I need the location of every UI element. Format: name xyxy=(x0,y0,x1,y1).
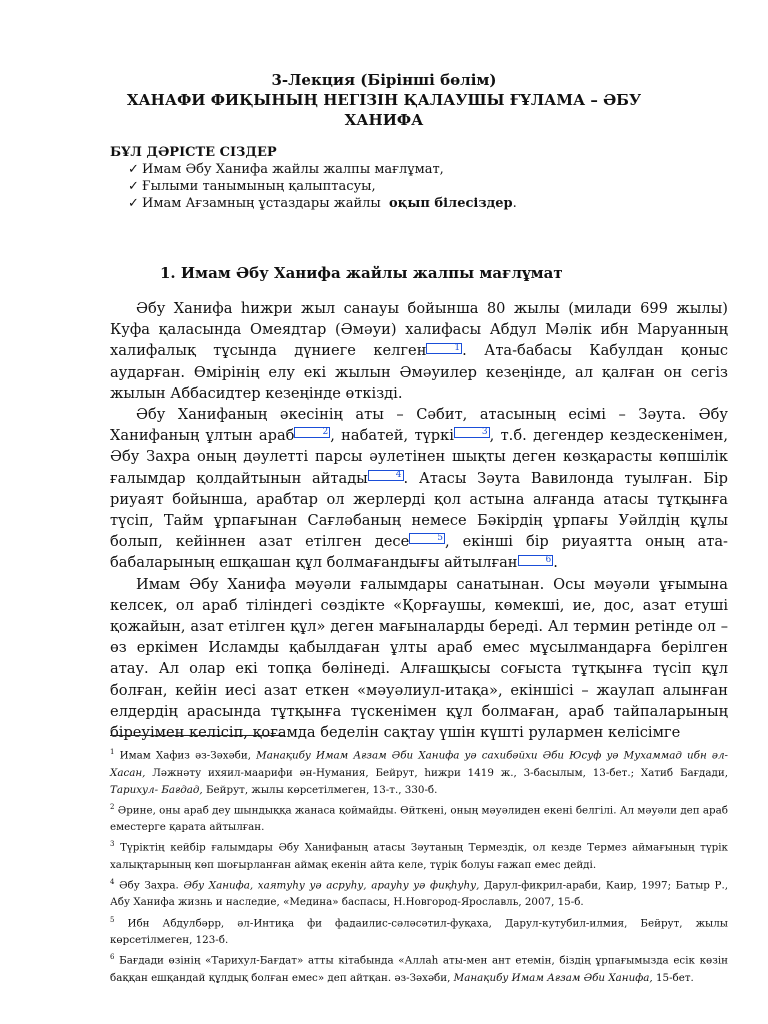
footnote-number: 1 xyxy=(110,748,115,756)
lecture-number: 3-Лекция (Бірінші бөлім) xyxy=(271,71,497,89)
objective-text: Ғылыми танымының қалыптасуы, xyxy=(142,179,376,194)
checkmark-icon: ✓ xyxy=(128,162,139,177)
footnote-text: Әбу Захра. xyxy=(114,879,184,892)
footnote-number: 5 xyxy=(110,915,115,924)
paragraph-text: , т.б. дегендер кездескенімен, Әбу Захра оның дәулетті парсы әулетінен шықты деген көзқарасты көпшілік ғалымдар қолдайтынын айтады xyxy=(110,427,728,487)
list-item xyxy=(128,195,730,212)
list-item xyxy=(128,161,730,178)
footnote-title: Тарихул- Бағдад, xyxy=(110,783,203,796)
footnote-text: Бағдади өзінің «Тарихул-Бағдат» атты кітабында «Аллаһ аты-мен ант етемін, біздің ұрпағымызда есік көзін баққан ешқандай құлдық болған емес» деп айтқан. әз-Зәхәби, xyxy=(110,954,728,984)
paragraph-3: Имам Әбу Ханифа мәуәли ғалымдары санатынан. Осы мәуәли ұғымына келсек, ол араб тіліндегі сөздікте «Қорғаушы, көмекші, ие, дос, азат етуші қожайын, азат етілген құл» деген мағыналарды береді. Ал термин ретінде ол – өз еркімен Исламды қабылдаған ұлты араб емес мұсылмандарға берілген атау. Ал олар екі топқа бөлінеді. Алғашқысы соғыста тұтқынға түсіп құл болған, кейін иесі азат еткен «мәуәлиул-итақа», екіншісі – жаулап алынған елдердің арасында тұтқынға түскенімен құл болмаған, араб тайпаларының біреуімен келісіп, қоғамда беделін сақтау үшін күшті рулармен келісімге xyxy=(110,575,728,742)
paragraph-text: . Ата-бабасы Кабулдан қоныс аударған. Өмірінің елу екі жылын Әмәуилер кезеңінде, ал қалған он сегіз жылын Аббасидтер кезеңінде өткізді. xyxy=(110,342,728,402)
footnote-text: 15-бет. xyxy=(652,971,694,984)
objective-emphasis: оқып білесіздер xyxy=(389,196,513,211)
checkmark-icon: ✓ xyxy=(128,196,139,211)
footnote-4 xyxy=(110,874,728,912)
footnote-1 xyxy=(110,744,728,799)
footnotes xyxy=(110,744,728,987)
footnote-number: 3 xyxy=(110,840,115,849)
footnote-ref-2[interactable]: 2 xyxy=(294,427,330,438)
paragraph-text: . Атасы Зәута Вавилонда туылған. Бір риуаят бойынша, арабтар ол жерлерді қол астына алғанда атасы тұтқынға түсіп, Тайм ұрпағынан Сағләбаның немесе Бәкірдің ұрпағы Уәйлдің құлы болып, кейіннен азат етілген десе xyxy=(110,469,728,551)
footnote-text: Түріктің кейбір ғалымдары Әбу Ханифаның атасы Зәутаның Термездік, ол кезде Термез аймағының түрік халықтарының көп шоғырланған аймақ екенін айта келе, түрік болуы ғажап емес дейді. xyxy=(110,841,728,871)
footnote-text: Бейрут, жылы көрсетілмеген, 13-т., 330-б. xyxy=(202,783,438,796)
footnote-separator xyxy=(110,735,284,736)
footnote-text: Ибн Абдулбәрр, әл-Интиқа фи фадаилис-сәләсәтил-фуқаха, Дарул-кутубил-илмия, Бейрут, жылы көрсетілмеген, 123-б. xyxy=(110,916,728,947)
footnote-5 xyxy=(110,912,728,950)
body-text xyxy=(110,298,728,743)
footnote-text: Әрине, оны араб деу шындыққа жанаса қоймайды. Өйткені, оның мәуәлиден екені белгілі. Ал мәуәли деп араб еместерге қарата айтылған. xyxy=(110,804,728,834)
objective-text: Имам Ағзамның ұстаздары жайлы xyxy=(142,196,385,211)
paragraph-2 xyxy=(110,404,728,574)
footnote-text: Имам Хафиз әз-Зәхәби, xyxy=(114,749,257,762)
footnote-text: Ләжнәту ихяил-маарифи ән-Нумания, Бейрут, һижри 1419 ж., 3-басылым, 13-бет.; Хатиб Бағдади, xyxy=(145,766,728,779)
paragraph-text: . xyxy=(553,554,558,572)
footnote-ref-6[interactable]: 6 xyxy=(518,555,554,566)
paragraph-text: Әбу Ханифаның әкесінің аты – Сәбит, атасының есімі – Зәута. Әбу Ханифаның ұлтын араб xyxy=(110,406,728,445)
objective-end: . xyxy=(512,196,517,211)
footnote-number: 4 xyxy=(110,877,115,886)
objectives-list xyxy=(110,161,730,212)
footnote-title: Манақибу Имам Ағзам Әби Ханифа, xyxy=(453,971,653,984)
footnote-number: 6 xyxy=(110,953,115,962)
section-title: 1. Имам Әбу Ханифа жайлы жалпы мағлұмат xyxy=(160,264,563,282)
checkmark-icon: ✓ xyxy=(128,179,139,194)
paragraph-1 xyxy=(110,298,728,404)
footnote-text: Дарул-фикрил-араби, Каир, 1997; Батыр Р., Абу Ханифа жизнь и наследие, «Медина» баспасы, Н.Новгород-Ярославль, 2007, 15-б. xyxy=(110,879,728,909)
footnote-ref-5[interactable]: 5 xyxy=(409,533,445,544)
footnote-ref-4[interactable]: 4 xyxy=(368,470,404,481)
paragraph-text: Әбу Ханифа һижри жыл санауы бойынша 80 жылы (милади 699 жылы) Куфа қаласында Омеядтар (Әмәуи) халифасы Абдул Мәлік ибн Маруанның халифалық тұсында дүниеге келген xyxy=(110,300,728,360)
lecture-header xyxy=(0,70,768,130)
objective-text: Имам Әбу Ханифа жайлы жалпы мағлұмат, xyxy=(142,162,444,177)
footnote-2 xyxy=(110,799,728,837)
footnote-title: Манақибу Имам Ағзам Әби Ханифа уә сахибәйхи Әби Юсуф уә Мухаммад ибн әл-Хасан, xyxy=(110,749,729,779)
footnote-ref-1[interactable]: 1 xyxy=(426,343,462,354)
lesson-objectives xyxy=(110,144,730,212)
footnote-number: 2 xyxy=(110,802,115,811)
list-item xyxy=(128,178,730,195)
objectives-heading: БҰЛ ДӘРІСТЕ СІЗДЕР xyxy=(110,145,277,160)
lecture-title-line-2: ХАНИФА xyxy=(344,111,424,129)
footnote-ref-3[interactable]: 3 xyxy=(454,427,490,438)
paragraph-text: , екінші бір риуаятта оның ата-бабаларының ешқашан құл болмағандығы айтылған xyxy=(110,533,728,572)
footnote-title: Әбу Ханифа, хаятуһу уә асруһу, арауһу уә фиқһуһу, xyxy=(183,879,480,892)
footnote-6 xyxy=(110,949,728,987)
footnote-3 xyxy=(110,836,728,874)
lecture-title-line-1: ХАНАФИ ФИҚЫНЫҢ НЕГІЗІН ҚАЛАУШЫ ҒҰЛАМА – ӘБУ xyxy=(126,91,642,109)
paragraph-text: , набатей, түркі xyxy=(330,427,454,445)
